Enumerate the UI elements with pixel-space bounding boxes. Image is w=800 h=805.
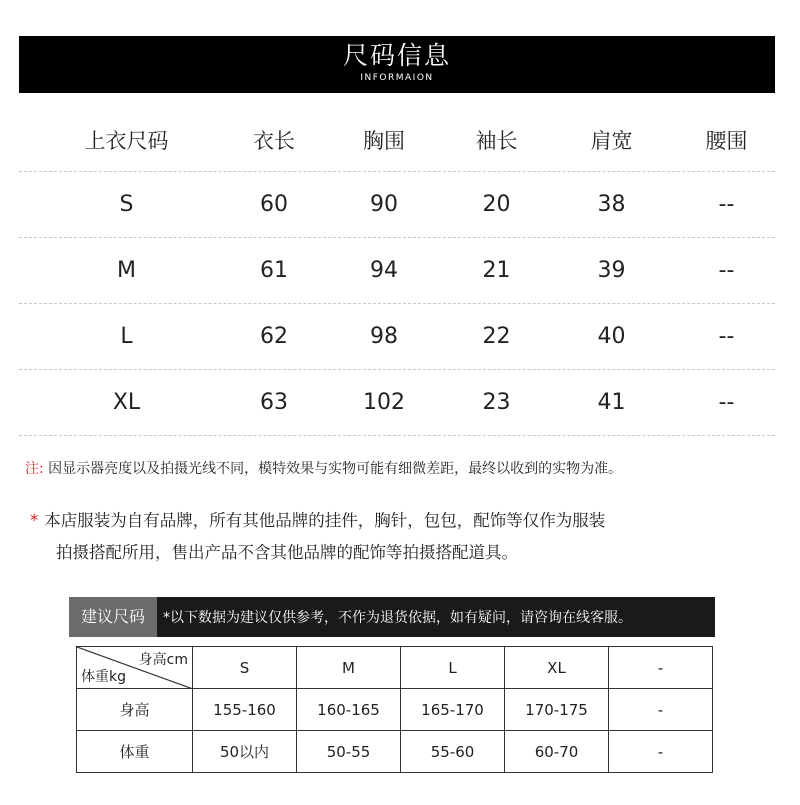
table-cell: --: [718, 192, 735, 217]
note-text: 因显示器亮度以及拍摄光线不同，模特效果与实物可能有细微差距，最终以收到的实物为准。: [48, 461, 623, 477]
header-banner: [19, 36, 775, 93]
suggested-size-label: 建议尺码: [69, 597, 157, 637]
table-cell: 41: [597, 390, 626, 415]
table-cell: 39: [597, 258, 626, 283]
grid-row: [77, 689, 713, 731]
table-cell: 90: [370, 192, 398, 217]
grid-cell: 155-160: [193, 689, 297, 731]
table-cell: 60: [260, 192, 288, 217]
diagonal-corner-cell: [77, 647, 193, 689]
header-cell: 胸围: [363, 128, 405, 153]
table-cell: --: [718, 324, 735, 349]
table-cell: --: [718, 258, 735, 283]
grid-header-cell: S: [193, 647, 297, 689]
corner-bottom-label: 体重kg: [81, 669, 126, 685]
asterisk-icon: *: [30, 511, 39, 530]
grid-cell: 50-55: [297, 731, 401, 773]
table-row: [19, 172, 775, 238]
grid-row-label: 体重: [77, 731, 193, 773]
table-cell: 38: [597, 192, 626, 217]
header-cell: 上衣尺码: [84, 128, 169, 153]
grid-cell: 60-70: [505, 731, 609, 773]
table-cell: 62: [260, 324, 288, 349]
brand-note: [30, 505, 790, 569]
table-row: [19, 304, 775, 370]
grid-cell: 160-165: [297, 689, 401, 731]
header-cell: 袖长: [475, 128, 518, 153]
table-cell: 61: [260, 258, 288, 283]
grid-header-cell: XL: [505, 647, 609, 689]
grid-cell: 170-175: [505, 689, 609, 731]
table-cell: 102: [363, 390, 405, 415]
grid-cell: -: [609, 689, 713, 731]
suggested-size-grid: [76, 646, 713, 773]
table-cell: 20: [482, 192, 511, 217]
table-row: [19, 238, 775, 304]
table-cell: S: [119, 192, 134, 217]
header-cell: 腰围: [705, 128, 748, 153]
table-cell: 63: [260, 390, 288, 415]
note-prefix: 注:: [25, 461, 44, 477]
brand-note-line: 拍摄搭配所用，售出产品不含其他品牌的配饰等拍摄搭配道具。: [56, 543, 518, 562]
brand-note-line: [30, 505, 790, 537]
header-cell: 衣长: [253, 128, 295, 153]
brand-note-text: 本店服装为自有品牌，所有其他品牌的挂件，胸针，包包，配饰等仅作为服装: [44, 511, 606, 530]
grid-header-row: [77, 647, 713, 689]
suggested-size-bar: [69, 597, 715, 637]
grid-row-label: 身高: [77, 689, 193, 731]
grid-cell: 55-60: [401, 731, 505, 773]
table-cell: L: [120, 324, 133, 349]
grid-cell: 50以内: [193, 731, 297, 773]
suggested-size-text: *以下数据为建议仅供参考，不作为退货依据，如有疑问，请咨询在线客服。: [163, 610, 632, 626]
grid-header-cell: L: [401, 647, 505, 689]
header-cell: 肩宽: [590, 128, 633, 153]
banner-subtitle: INFORMAION: [360, 73, 434, 83]
table-cell: 40: [597, 324, 626, 349]
disclaimer-note: [25, 458, 785, 478]
grid-header-cell: M: [297, 647, 401, 689]
size-table-header: [19, 108, 775, 172]
table-cell: --: [718, 390, 735, 415]
corner-top-label: 身高cm: [138, 652, 188, 668]
table-cell: 21: [482, 258, 511, 283]
table-cell: 22: [482, 324, 511, 349]
table-row: [19, 370, 775, 436]
table-cell: M: [117, 258, 136, 283]
grid-cell: -: [609, 731, 713, 773]
table-cell: 98: [370, 324, 398, 349]
banner-title: 尺码信息: [342, 41, 451, 70]
table-cell: XL: [112, 390, 141, 415]
grid-cell: 165-170: [401, 689, 505, 731]
size-table: [19, 108, 775, 436]
grid-row: [77, 731, 713, 773]
grid-header-cell: -: [609, 647, 713, 689]
table-cell: 23: [482, 390, 511, 415]
table-cell: 94: [370, 258, 398, 283]
